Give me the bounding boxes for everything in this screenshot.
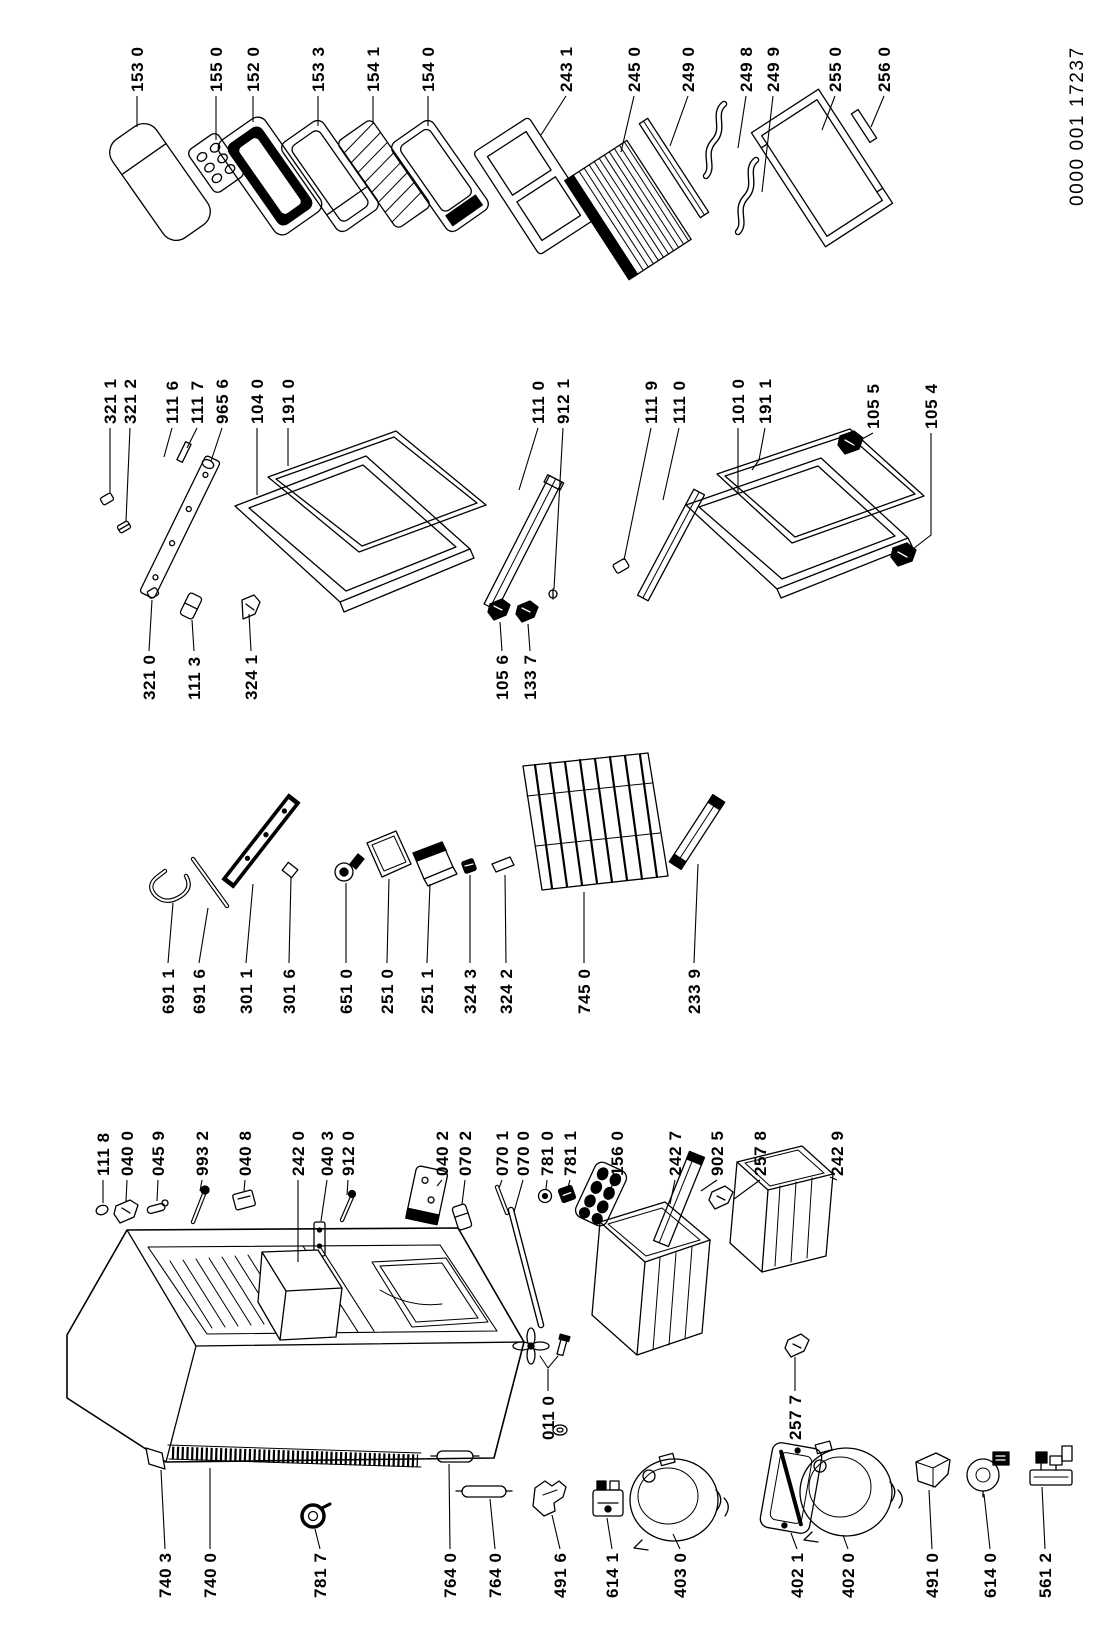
part-label-111-7: 111 7 [188,380,207,424]
part-label-691-1: 691 1 [159,968,178,1014]
part-label-912-0: 912 0 [339,1130,358,1176]
drawing-part-242-7 [592,1202,710,1355]
part-label-070-0: 070 0 [514,1130,533,1176]
drawing-part-255-0 [751,89,892,247]
drawing-part-301-1 [222,794,300,888]
drawing-part-cabinet [67,1228,524,1469]
drawing-part-321-2 [117,521,131,534]
leader-line [519,428,538,490]
part-label-245-0: 245 0 [625,46,644,92]
drawing-part-745-0 [523,753,668,890]
part-label-321-2: 321 2 [121,378,140,424]
part-label-191-1: 191 1 [756,378,775,424]
leader-line [192,620,194,651]
leader-line [249,614,251,651]
drawing-part-133-7 [516,601,538,622]
leader-line [427,884,430,963]
leader-line [791,1533,797,1549]
leader-line [246,884,253,963]
leader-line [161,1470,165,1549]
drawing-part-111-0-right [638,489,705,601]
drawing-part-040-8 [232,1190,255,1211]
part-label-491-6: 491 6 [551,1552,570,1598]
part-label-133-7: 133 7 [521,654,540,700]
part-label-233-9: 233 9 [685,968,704,1014]
leader-line [830,1177,837,1180]
leader-line [607,1518,612,1549]
drawing-part-324-1 [242,595,260,619]
part-label-764-0: 764 0 [441,1552,460,1598]
drawing-part-491-6 [533,1481,566,1516]
part-label-249-8: 249 8 [737,46,756,92]
leader-line [187,428,197,448]
part-label-321-1: 321 1 [101,378,120,424]
part-label-040-0: 040 0 [118,1130,137,1176]
drawing-part-191-1 [717,429,924,543]
part-label-111-8: 111 8 [94,1132,113,1176]
leader-line [871,96,884,127]
leader-line [437,1180,442,1186]
part-label-321-0: 321 0 [140,654,159,700]
drawing-part-993-2 [193,1186,209,1222]
drawing-part-257-7 [785,1334,809,1357]
leader-line [843,1535,848,1549]
drawing-part-251-0 [367,831,411,877]
drawing-part-402-1 [759,1441,823,1534]
part-label-111-6: 111 6 [163,380,182,424]
leader-line [244,1180,245,1191]
drawing-part-070-1 [497,1187,507,1213]
part-label-324-1: 324 1 [242,654,261,700]
part-label-764-0: 764 0 [486,1552,505,1598]
part-label-154-1: 154 1 [364,46,383,92]
part-label-105-6: 105 6 [493,654,512,700]
leader-line [929,1490,932,1549]
drawing-part-111-8 [95,1204,109,1217]
leader-line [449,1464,450,1549]
document-number: 0000 001 17237 [1067,46,1088,206]
part-label-040-2: 040 2 [433,1130,452,1176]
leader-line [490,1499,495,1549]
drawing-part-111-9 [612,558,629,574]
part-label-324-3: 324 3 [461,968,480,1014]
drawing-part-691-1 [151,871,188,901]
part-label-993-2: 993 2 [193,1130,212,1176]
drawing-part-242-9 [730,1146,833,1272]
leader-line [211,428,222,461]
part-label-111-0: 111 0 [670,380,689,424]
leader-line [528,624,530,651]
leader-line [552,1515,560,1549]
drawing-part-764-0-b [456,1486,512,1497]
drawing-part-301-6 [282,862,298,877]
leader-line [670,1180,675,1204]
drawing-part-764-0-a [431,1451,479,1462]
drawing-part-403-0 [630,1453,728,1550]
drawing-part-781-0 [539,1190,552,1203]
part-label-111-9: 111 9 [642,380,661,424]
drawing-part-257-8 [709,1186,733,1209]
leader-line [315,1529,320,1549]
drawing-part-153-0 [103,117,216,246]
part-label-242-9: 242 9 [828,1130,847,1176]
part-label-965-6: 965 6 [213,378,232,424]
drawing-part-256-0 [851,110,876,143]
part-label-257-8: 257 8 [751,1130,770,1176]
part-label-111-0: 111 0 [529,380,548,424]
part-label-111-3: 111 3 [185,656,204,700]
leader-line [149,600,152,651]
leader-line [1042,1487,1045,1549]
leader-line [734,1180,760,1199]
drawing-part-101-0 [686,458,912,598]
part-label-403-0: 403 0 [671,1552,690,1598]
part-label-045-9: 045 9 [149,1130,168,1176]
leader-line [289,877,291,963]
leader-line [126,1180,127,1201]
labels-layer [94,46,1088,1598]
part-label-251-0: 251 0 [378,968,397,1014]
part-label-651-0: 651 0 [337,968,356,1014]
leader-line [541,96,566,135]
drawing-part-111-3 [179,592,202,620]
drawing-part-691-6 [193,859,227,906]
part-label-156-0: 156 0 [608,1130,627,1176]
part-label-781-7: 781 7 [311,1552,330,1598]
leader-line [554,428,563,589]
leader-line [199,908,208,963]
part-label-153-3: 153 3 [309,46,328,92]
drawing-part-070-0 [511,1210,541,1325]
part-label-491-0: 491 0 [923,1552,942,1598]
drawing-part-249-8 [706,104,724,176]
part-label-691-6: 691 6 [190,968,209,1014]
leader-line [168,903,173,963]
part-label-256-0: 256 0 [875,46,894,92]
drawing-part-321-1 [100,493,114,506]
part-label-561-2: 561 2 [1036,1552,1055,1598]
part-label-781-1: 781 1 [561,1130,580,1176]
leader-line [347,1180,348,1195]
part-label-251-1: 251 1 [418,968,437,1014]
part-label-242-7: 242 7 [666,1130,685,1176]
drawing-part-491-0 [916,1453,950,1487]
drawing-part-111-6 [139,455,220,599]
leader-line [670,96,688,146]
part-label-614-0: 614 0 [981,1552,1000,1598]
part-label-301-1: 301 1 [237,968,256,1014]
drawing-part-324-2 [492,857,514,872]
leader-line [663,428,679,500]
drawing-part-249-9 [738,160,756,232]
part-label-152-0: 152 0 [244,46,263,92]
part-label-243-1: 243 1 [557,46,576,92]
leader-line [157,1180,158,1201]
part-label-101-0: 101 0 [729,378,748,424]
leader-line [126,428,130,521]
drawing-part-105-5 [838,431,863,454]
leader-line [621,96,634,152]
drawing-part-040-0 [114,1200,138,1223]
part-label-242-0: 242 0 [289,1130,308,1176]
part-label-011-0: 011 0 [539,1395,558,1440]
part-label-040-3: 040 3 [318,1130,337,1176]
leader-line [762,96,773,192]
drawing-part-561-2 [1030,1446,1072,1485]
drawing-part-324-3 [461,858,476,873]
part-label-155-0: 155 0 [207,46,226,92]
drawing-part-251-1 [413,842,457,886]
part-label-249-9: 249 9 [764,46,783,92]
part-label-912-1: 912 1 [554,378,573,424]
part-label-740-3: 740 3 [156,1552,175,1598]
leader-line [499,1180,502,1188]
drawing-part-781-7 [302,1504,330,1527]
drawing-part-233-9 [669,795,724,870]
part-label-191-0: 191 0 [279,378,298,424]
leader-line [514,1180,523,1212]
part-label-301-6: 301 6 [280,968,299,1014]
drawing-part-614-0 [967,1452,1009,1497]
drawing-part-781-1 [558,1185,576,1203]
drawing-part-105-4 [891,543,916,566]
drawing-part-070-2 [452,1203,473,1230]
drawing-part-614-1 [593,1481,623,1516]
drawing-part-045-9 [147,1200,168,1214]
leader-line [462,1180,465,1204]
part-label-154-0: 154 0 [419,46,438,92]
part-label-104-0: 104 0 [248,378,267,424]
drawing-part-912-1 [549,589,557,599]
leader-line [701,1180,717,1191]
drawing-part-245-0 [565,140,691,279]
part-label-249-0: 249 0 [679,46,698,92]
leader-line [546,1180,547,1189]
part-label-614-1: 614 1 [603,1552,622,1598]
part-label-740-0: 740 0 [201,1552,220,1598]
leader-line [387,879,389,963]
part-label-070-1: 070 1 [493,1130,512,1176]
leader-line [321,1180,327,1221]
leader-line [624,428,651,560]
part-label-324-2: 324 2 [497,968,516,1014]
part-label-257-7: 257 7 [786,1394,805,1440]
leader-line [164,428,172,457]
part-label-402-1: 402 1 [788,1552,807,1598]
part-label-781-0: 781 0 [538,1130,557,1176]
part-label-105-5: 105 5 [864,383,883,429]
leader-line [984,1494,990,1549]
part-label-070-2: 070 2 [456,1130,475,1176]
drawing-part-912-0 [342,1191,356,1221]
part-label-153-0: 153 0 [128,46,147,92]
drawing-part-105-6 [488,599,510,620]
part-label-745-0: 745 0 [575,968,594,1014]
leader-line [738,96,746,148]
leader-line [500,622,502,651]
part-label-902-5: 902 5 [708,1130,727,1176]
part-label-402-0: 402 0 [839,1552,858,1598]
drawing-part-651-0 [335,854,364,881]
drawing-part-965-6 [201,458,215,470]
leader-line [694,864,698,963]
part-label-105-4: 105 4 [922,383,941,429]
leader-line [505,875,506,963]
part-label-040-8: 040 8 [236,1130,255,1176]
part-label-255-0: 255 0 [826,46,845,92]
